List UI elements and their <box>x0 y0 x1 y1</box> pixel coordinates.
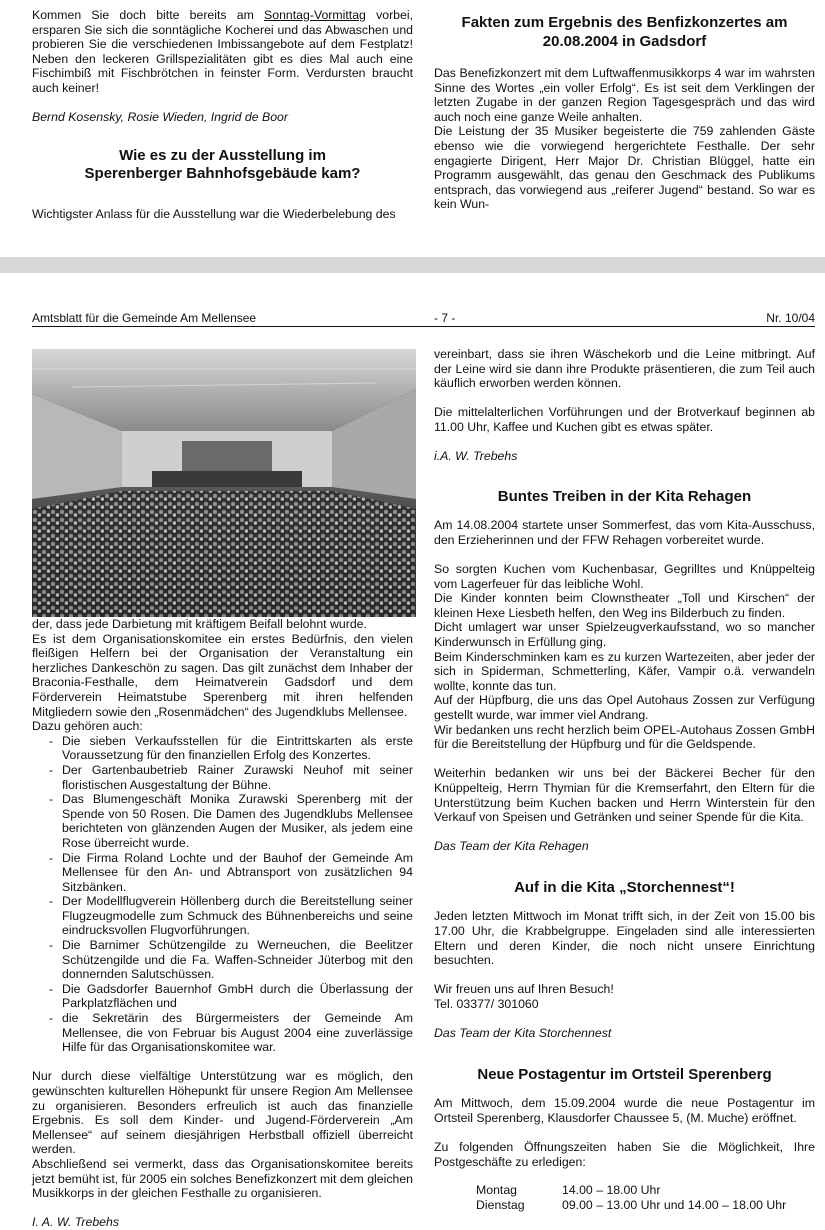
paragraph: Jeden letzten Mittwoch im Monat trifft sich, in der Zeit von 15.00 bis 17.00 Uhr, die Krabbelgruppe. Eingeladen sind alle interessierten Eltern und deren Kinder, die noch nicht unsere Einrichtung besuchten. <box>434 909 815 968</box>
article-text: Wichtigster Anlass für die Ausstellung war die Wiederbelebung des <box>32 206 396 221</box>
paragraph: Das Benefizkonzert mit dem Luftwaffenmusikkorps 4 war im wahrsten Sinne des Wortes „ein voller Erfolg“. Es ist seit dem Verklingen der letzten Zugabe in der ganzen Region Tagesgespräch und das wird auch noch eine ganze Weile anhalten. <box>434 66 815 124</box>
table-row <box>476 1198 786 1213</box>
opening-hours-table <box>476 1183 786 1212</box>
top-left-column <box>32 8 413 221</box>
list-item: - die Sekretärin des Bürgermeisters der Gemeinde Am Mellensee, die von Februar bis August 2004 eine zuverlässige Hilfe für das Organisationskomitee war. <box>32 1011 413 1055</box>
list-item: - Das Blumengeschäft Monika Zurawski Sperenberg mit der Spende von 50 Rosen. Die Damen des Jugendklubs Mellensee berichteten von glänzenden Augen der Musiker, als jedem eine Rose überreicht wurde. <box>32 792 413 850</box>
paragraph: Weiterhin bedanken wir uns bei der Bäckerei Becher für den Knüppelteig, Herrn Thymian für die Kremserfahrt, den Eltern für die Unterstützung beim Kuchen backen und Herrn Winterstein für den Verkauf von Speisen und Getränken und seiner Spende für die Kita. <box>434 766 815 825</box>
top-right-column <box>434 14 815 212</box>
page-header <box>32 311 815 327</box>
previous-page-fragment <box>0 0 825 257</box>
paragraph: Zu folgenden Öffnungszeiten haben Sie die Möglichkeit, Ihre Postgeschäfte zu erledigen: <box>434 1140 815 1169</box>
paragraph: der, dass jede Darbietung mit kräftigem Beifall belohnt wurde. <box>32 617 367 631</box>
festival-intro-text: Kommen Sie doch bitte bereits am Sonntag-Vormittag vorbei, ersparen Sie sich die sonntägliche Kocherei und das Abwaschen und probieren Sie die verschiedenen Imbissangebote auf dem Festplatz! Neben den leckeren Grillspezialitäten gibt es dies Mal auch eine Fischimbiß mit Fischbrötchen in feinster Form. Verdursten braucht auch keiner! <box>32 8 413 95</box>
list-item: - Der Gartenbaubetrieb Rainer Zurawski Neuhof mit seiner floristischen Ausgestaltung der Bühne. <box>32 763 413 792</box>
article-heading: Auf in die Kita „Storchennest“! <box>514 878 735 896</box>
day-cell: Dienstag <box>476 1197 525 1212</box>
list-item: - Die Barnimer Schützengilde zu Werneuchen, die Beelitzer Schützengilde und die Fa. Waffen-Schneider Jüterbog mit den donnernden Salutschüssen. <box>32 938 413 982</box>
phone-number: Tel. 03377/ 301060 <box>434 996 539 1011</box>
list-intro: Dazu gehören auch: <box>32 719 143 734</box>
paragraph: Dicht umlagert war unser Spielzeugverkaufsstand, wo so mancher Kinderwunsch in Erfüllung ging. <box>434 620 815 649</box>
concert-hall-photo <box>32 349 416 617</box>
signature: I. A. W. Trebehs <box>32 1215 120 1230</box>
list-item: - Die Firma Roland Lochte und der Bauhof der Gemeinde Am Mellensee für den An- und Abtransport von zusätzlichen 94 Sitzbänken. <box>32 851 413 895</box>
paragraph: Die Leistung der 35 Musiker begeisterte die 759 zahlenden Gäste ebenso wie die vorwiegend hergerichtete Festhalle. Der sehr engagierte Dirigent, Herr Major Dr. Christian Blüggel, hatte ein Programm ausgewählt, das genau den Geschmack des Publikums entsprach, das vorwiegend aus „reiferer Jugend“ bestand. So war es kein Wun- <box>434 124 815 212</box>
paragraph: Wir bedanken uns recht herzlich beim OPEL-Autohaus Zossen GmbH für die Bereitstellung der Hüpfburg und für die Geldspende. <box>434 722 815 752</box>
right-column <box>434 347 815 1212</box>
page-separator <box>0 257 825 273</box>
time-cell: 14.00 – 18.00 Uhr <box>562 1183 661 1198</box>
paragraph: Am Mittwoch, dem 15.09.2004 wurde die neue Postagentur im Ortsteil Sperenberg, Klausdorfer Chaussee 5, (M. Muche) eröffnet. <box>434 1096 815 1125</box>
paragraph: Auf der Hüpfburg, die uns das Opel Autohaus Zossen zur Verfügung gestellt wurde, war immer viel Andrang. <box>434 693 815 722</box>
article-heading: Fakten zum Ergebnis des Benfizkonzertes am 20.08.2004 in Gadsdorf <box>461 14 788 50</box>
article-heading: Neue Postagentur im Ortsteil Sperenberg <box>477 1065 772 1083</box>
table-row <box>476 1183 786 1198</box>
day-cell: Montag <box>476 1183 518 1198</box>
paragraph: Die Kinder konnten beim Clownstheater „Toll und Kirschen“ der kleinen Hexe Liesbeth helfen, den Weg ins Bilderbuch zu finden. <box>434 591 815 620</box>
article-heading: Wie es zu der Ausstellung im Sperenberger Bahnhofsgebäude kam? <box>84 146 361 183</box>
paragraph: Es ist dem Organisationskomitee ein erstes Bedürfnis, den vielen fleißigen Helfern bei der Organisation der Veranstaltung ein herzliches Dankeschön zu sagen. Das gilt zunächst dem Inhaber der Braconia-Festhalle, dem Heimatverein Gadsdorf und dem Förderverein Heimatstube Sperenberg mit ihren helfenden Mitgliedern sowie den „Rosenmädchen“ des Jugendklubs Mellensee. <box>32 631 413 719</box>
paragraph: Wir freuen uns auf Ihren Besuch! <box>434 982 614 997</box>
header-issue: Nr. 10/04 <box>766 311 815 325</box>
signature: Das Team der Kita Rehagen <box>434 839 589 854</box>
paragraph: vereinbart, dass sie ihren Wäschekorb und die Leine mitbringt. Auf der Leine wird sie dann ihre Produkte präsentieren, die zum Teil auch käuflich erworben werden können. <box>434 347 815 391</box>
thanks-list <box>32 734 413 1055</box>
paragraph: Die mittelalterlichen Vorführungen und der Brotverkauf beginnen ab 11.00 Uhr, Kaffee und Kuchen gibt es etwas später. <box>434 405 815 434</box>
paragraph: Am 14.08.2004 startete unser Sommerfest, das vom Kita-Ausschuss, den Erzieherinnen und der FFW Rehagen vorbereitet wurde. <box>434 518 815 547</box>
underlined-text: Sonntag-Vormittag <box>264 8 366 22</box>
paragraph: Abschließend sei vermerkt, dass das Organisationskomitee bereits jetzt bemüht ist, für 2005 ein solches Benefizkonzert mit dem gleichen Musikkorps in der gleichen Festhalle zu organisieren. <box>32 1156 413 1201</box>
left-column <box>32 617 413 1230</box>
paragraph: So sorgten Kuchen vom Kuchenbasar, Gegrilltes und Knüppelteig vom Lagerfeuer für das leibliche Wohl. <box>434 562 815 591</box>
header-publication: Amtsblatt für die Gemeinde Am Mellensee <box>32 311 257 325</box>
header-page-number: - 7 - <box>434 311 456 325</box>
list-item: - Die Gadsdorfer Bauernhof GmbH durch die Überlassung der Parkplatzflächen und <box>32 982 413 1011</box>
signature: Das Team der Kita Storchennest <box>434 1026 612 1041</box>
signature: i.A. W. Trebehs <box>434 449 518 464</box>
list-item: - Der Modellflugverein Höllenberg durch die Bereitstellung seiner Flugzeugmodelle zum Schmuck des Bühnenbereichs und seine eindrucksvollen Flugvorführungen. <box>32 894 413 938</box>
paragraph: Nur durch diese vielfältige Unterstützung war es möglich, den gewünschten kulturellen Höhepunkt für unsere Region Am Mellensee zu organisieren. Besonders erfreulich ist auch das finanzielle Ergebnis. Es soll dem Kinder- und Jugend-Förderverein „Am Mellensee“ auf seinem diesjährigen Herbstball offiziell überreicht werden. <box>32 1069 413 1157</box>
signature: Bernd Kosensky, Rosie Wieden, Ingrid de Boor <box>32 110 288 125</box>
article-heading: Buntes Treiben in der Kita Rehagen <box>497 487 752 505</box>
list-item: - Die sieben Verkaufsstellen für die Eintrittskarten als erste Voraussetzung für den finanziellen Erfolg des Konzertes. <box>32 734 413 763</box>
paragraph: Beim Kinderschminken kam es zu kurzen Wartezeiten, aber jeder der sich in Spiderman, Schmetterling, Käfer, Vampir o.ä. verwandeln wollte, konnte das tun. <box>434 649 815 693</box>
time-cell: 09.00 – 13.00 Uhr und 14.00 – 18.00 Uhr <box>562 1197 787 1212</box>
